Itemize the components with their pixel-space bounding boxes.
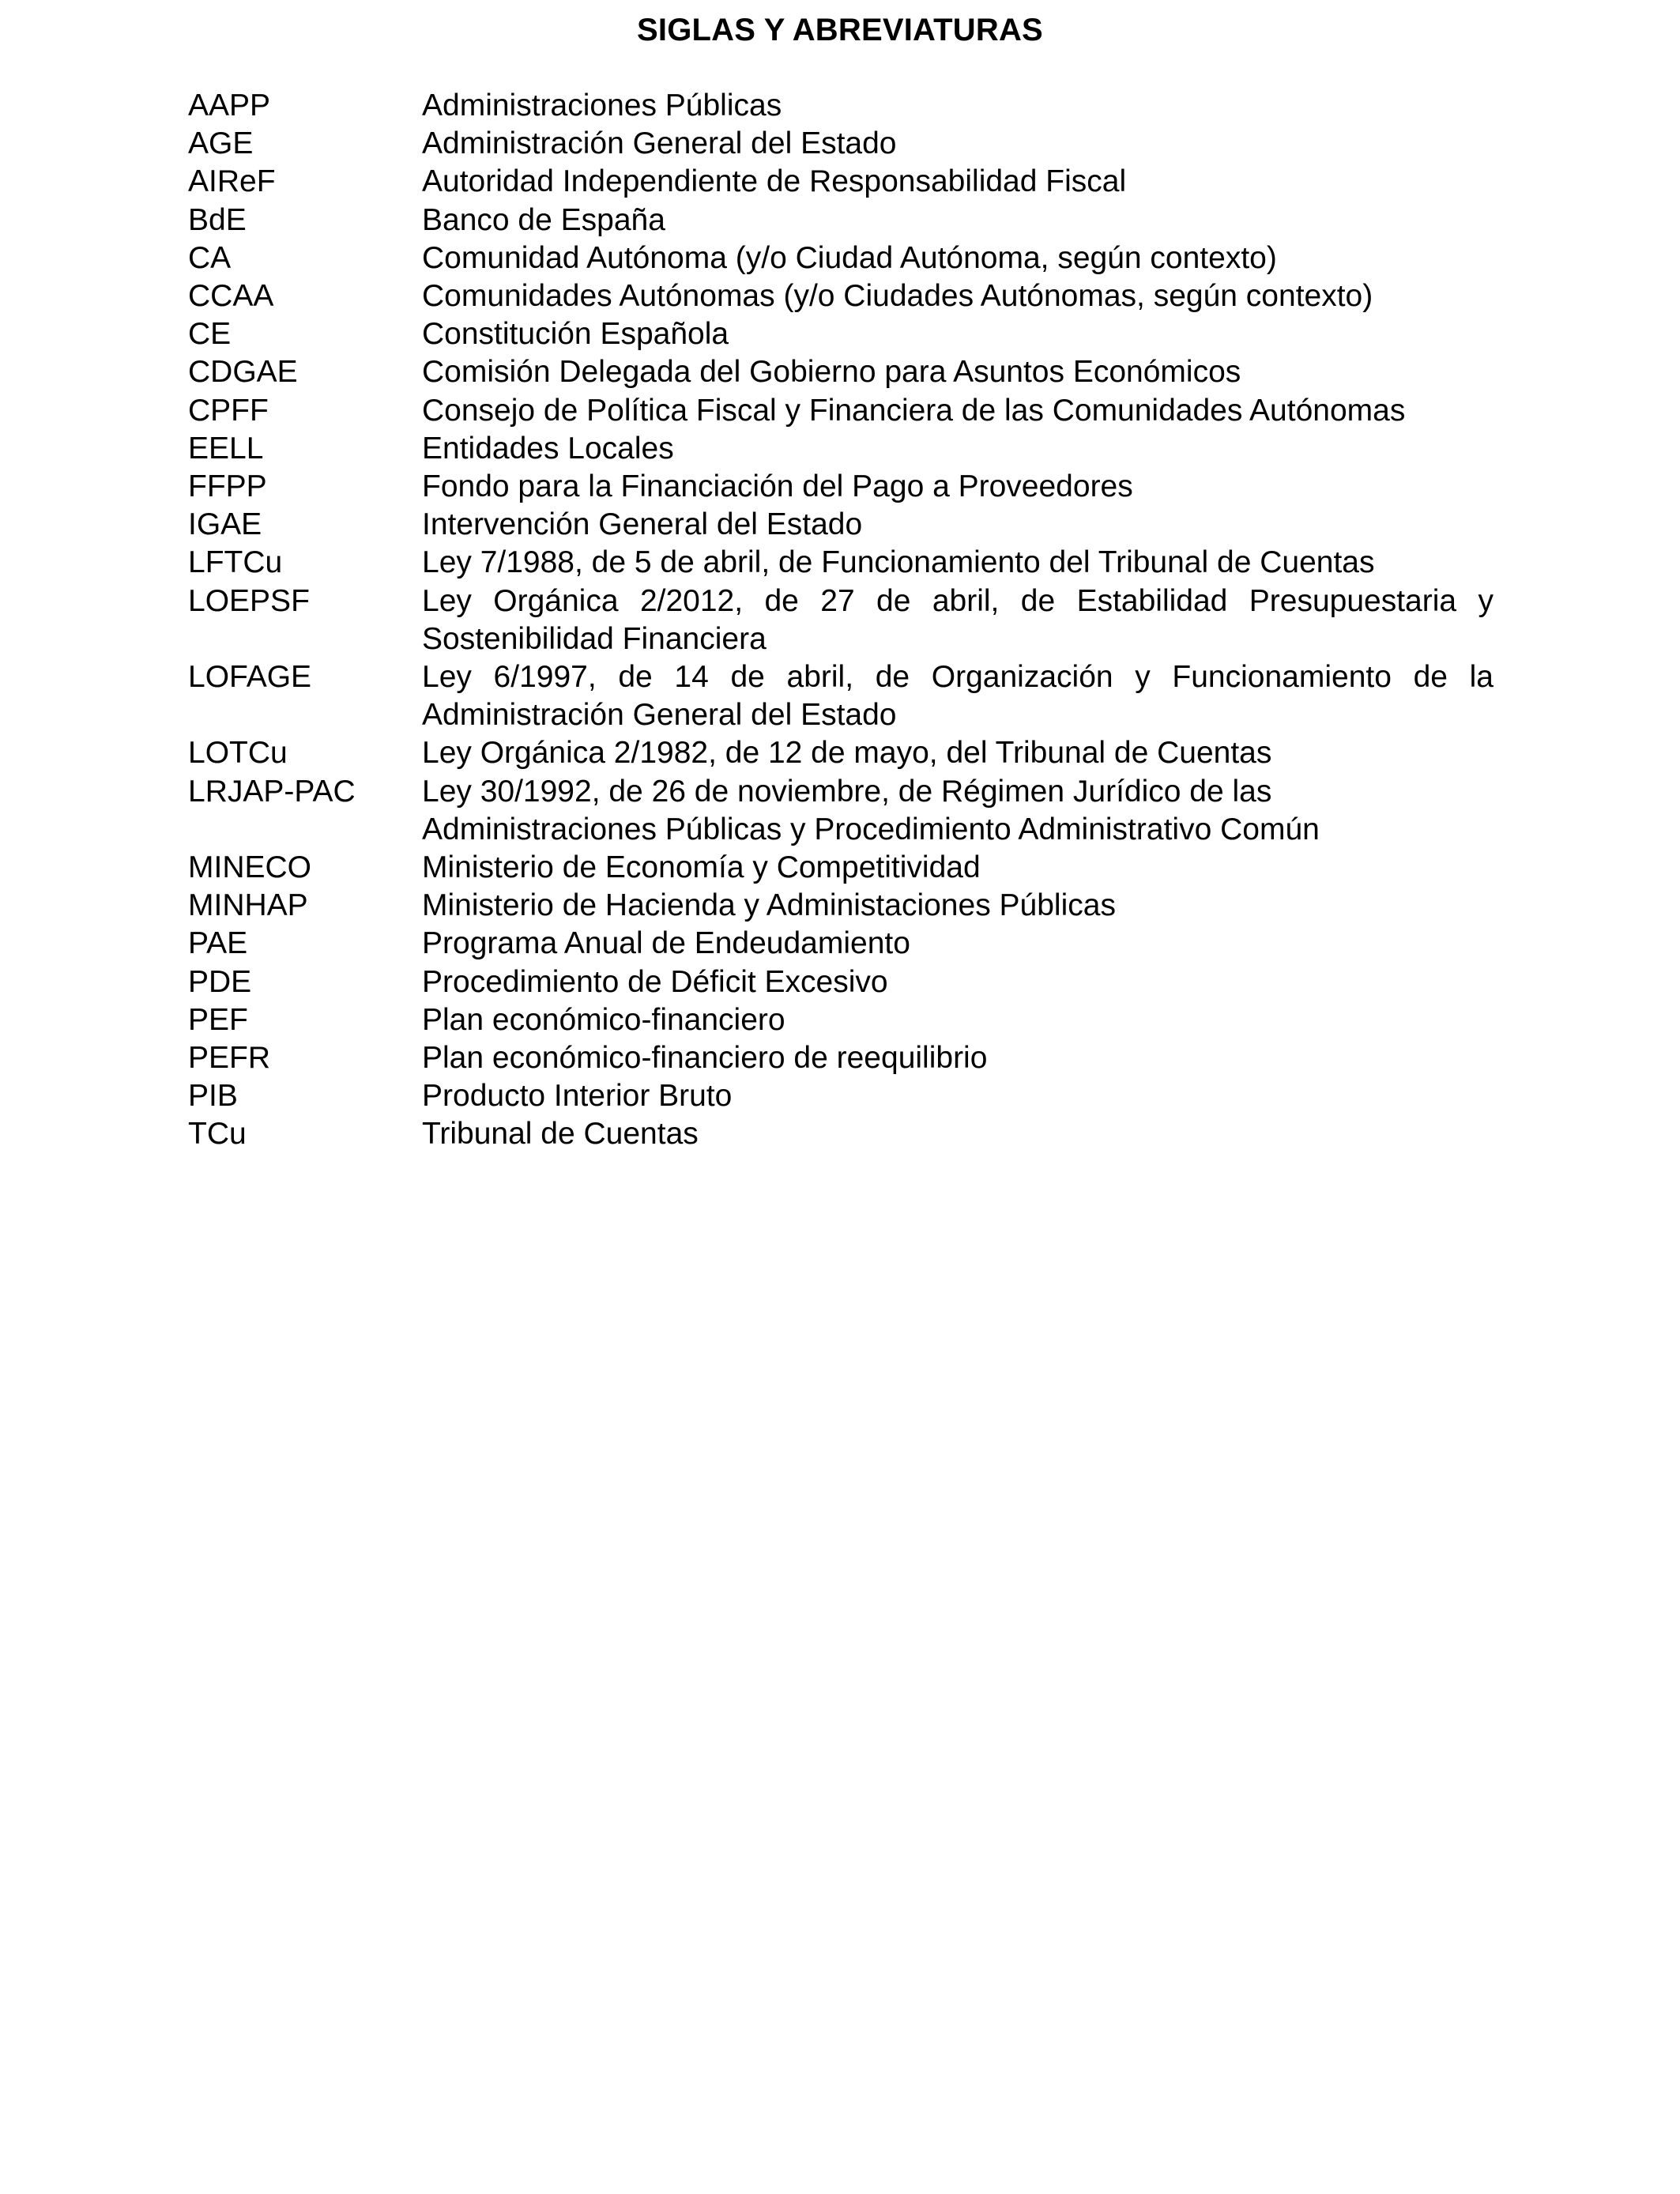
list-item	[188, 353, 1494, 391]
list-item	[188, 392, 1494, 430]
list-item	[188, 202, 1494, 239]
definition: Ministerio de Economía y Competitividad	[422, 850, 981, 885]
definition: Comunidades Autónomas (y/o Ciudades Autónomas, según contexto)	[422, 279, 1373, 314]
definition: Administraciones Públicas	[422, 89, 782, 123]
abbreviation: PDE	[188, 964, 252, 999]
abbreviation: LOEPSF	[188, 583, 310, 618]
list-item	[188, 239, 1494, 277]
definition: Intervención General del Estado	[422, 507, 863, 542]
abbreviation: AAPP	[188, 89, 271, 123]
list-item	[188, 1077, 1494, 1115]
abbreviation: IGAE	[188, 507, 262, 542]
definition: Ley 30/1992, de 26 de noviembre, de Régimen Jurídico de las Administraciones Públicas y Procedimiento Administrativo Común	[422, 774, 1320, 846]
abbreviation: LRJAP-PAC	[188, 774, 356, 809]
list-item	[188, 582, 1494, 658]
definition: Producto Interior Bruto	[422, 1079, 733, 1114]
list-item	[188, 544, 1494, 582]
abbreviation: TCu	[188, 1117, 247, 1152]
abbreviation: MINHAP	[188, 888, 308, 923]
abbreviation: AGE	[188, 126, 254, 161]
list-item	[188, 773, 1494, 849]
definition: Ley Orgánica 2/2012, de 27 de abril, de Estabilidad Presupuestaria y Sostenibilidad Financiera	[422, 583, 1494, 656]
abbreviation: LOTCu	[188, 736, 288, 771]
abbreviation: CDGAE	[188, 355, 298, 390]
list-item	[188, 734, 1494, 772]
definition: Comisión Delegada del Gobierno para Asuntos Económicos	[422, 355, 1241, 390]
definition: Ley 6/1997, de 14 de abril, de Organización y Funcionamiento de la Administración General del Estado	[422, 660, 1494, 733]
definition: Administración General del Estado	[422, 126, 897, 161]
abbreviation: CE	[188, 317, 232, 352]
definition: Ministerio de Hacienda y Administaciones Públicas	[422, 888, 1116, 923]
abbreviation: FFPP	[188, 469, 267, 504]
abbreviation: PEF	[188, 1002, 248, 1037]
abbreviation: BdE	[188, 202, 247, 237]
list-item	[188, 506, 1494, 544]
abbreviation: AIReF	[188, 164, 276, 199]
list-item	[188, 430, 1494, 468]
abbreviation: PEFR	[188, 1041, 271, 1076]
abbreviations-list	[188, 87, 1494, 1154]
list-item	[188, 1001, 1494, 1039]
list-item	[188, 963, 1494, 1001]
list-item	[188, 1039, 1494, 1077]
list-item	[188, 468, 1494, 506]
definition: Plan económico-financiero	[422, 1002, 785, 1037]
list-item	[188, 887, 1494, 925]
list-item	[188, 163, 1494, 201]
abbreviation: PAE	[188, 926, 248, 961]
definition: Comunidad Autónoma (y/o Ciudad Autónoma, según contexto)	[422, 240, 1277, 275]
abbreviation: PIB	[188, 1079, 238, 1114]
definition: Plan económico-financiero de reequilibrio	[422, 1041, 988, 1076]
page-title: SIGLAS Y ABREVIATURAS	[637, 13, 1043, 47]
definition: Banco de España	[422, 202, 665, 237]
abbreviation: CPFF	[188, 393, 269, 428]
definition: Ley 7/1988, de 5 de abril, de Funcionamiento del Tribunal de Cuentas	[422, 545, 1375, 580]
list-item	[188, 277, 1494, 315]
definition: Consejo de Política Fiscal y Financiera de las Comunidades Autónomas	[422, 393, 1406, 428]
definition: Programa Anual de Endeudamiento	[422, 926, 910, 961]
abbreviation: EELL	[188, 431, 264, 466]
list-item	[188, 658, 1494, 734]
abbreviation: LOFAGE	[188, 660, 312, 695]
list-item	[188, 925, 1494, 963]
definition: Entidades Locales	[422, 431, 674, 466]
list-item	[188, 315, 1494, 353]
definition: Autoridad Independiente de Responsabilidad Fiscal	[422, 164, 1127, 199]
definition: Constitución Española	[422, 317, 729, 352]
definition: Ley Orgánica 2/1982, de 12 de mayo, del Tribunal de Cuentas	[422, 736, 1272, 771]
list-item	[188, 87, 1494, 125]
definition: Fondo para la Financiación del Pago a Proveedores	[422, 469, 1133, 504]
abbreviation: LFTCu	[188, 545, 283, 580]
definition: Tribunal de Cuentas	[422, 1117, 699, 1152]
abbreviation: MINECO	[188, 850, 311, 885]
definition: Procedimiento de Déficit Excesivo	[422, 964, 888, 999]
abbreviation: CCAA	[188, 279, 274, 314]
list-item	[188, 1115, 1494, 1153]
abbreviation: CA	[188, 240, 232, 275]
list-item	[188, 849, 1494, 887]
list-item	[188, 125, 1494, 163]
